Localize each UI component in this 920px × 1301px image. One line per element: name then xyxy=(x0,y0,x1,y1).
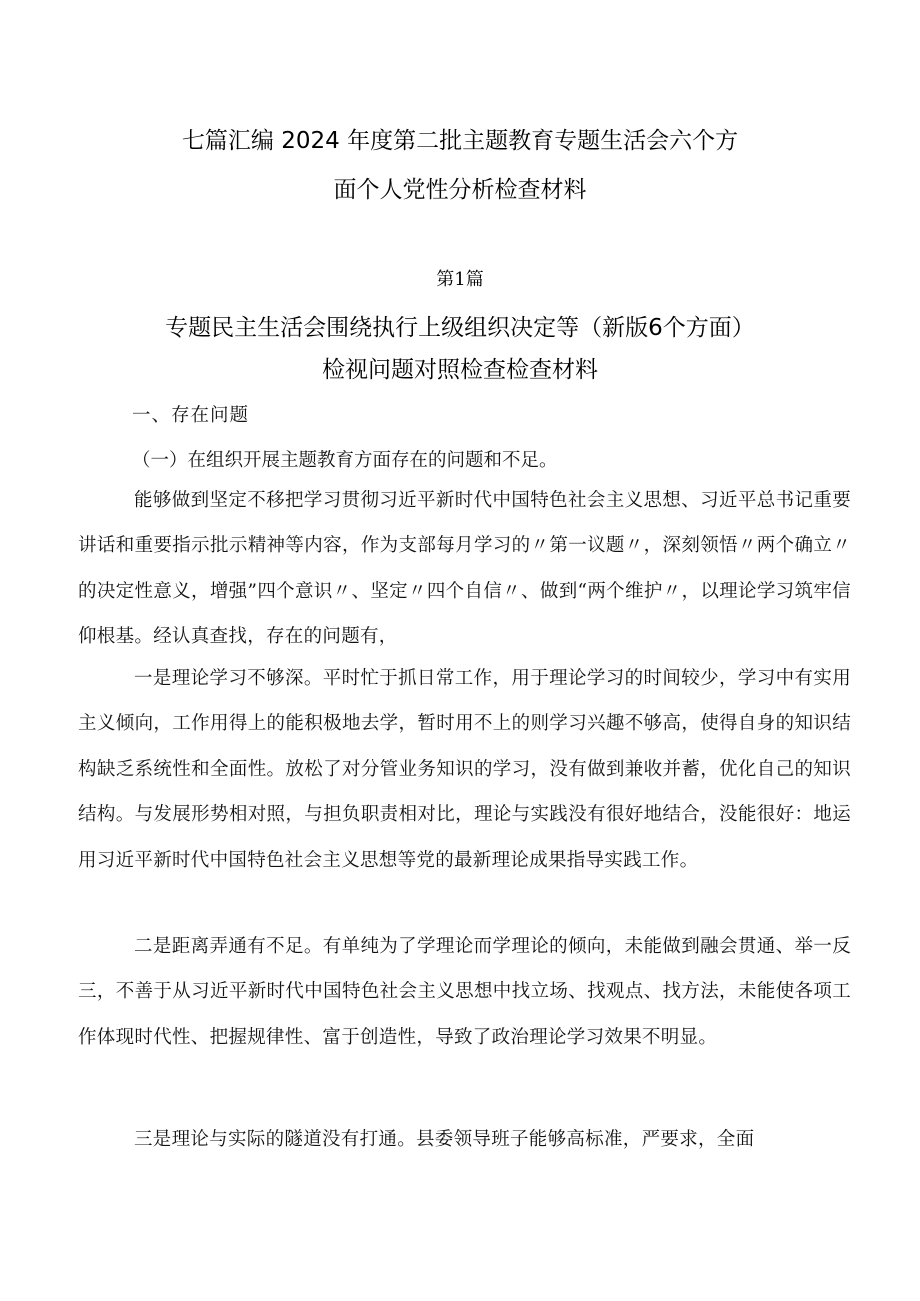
section-heading: 一、存在问题 xyxy=(132,405,250,426)
paragraph-1: 能够做到坚定不移把学习贯彻习近平新时代中国特色社会主义思想、习近平总书记重要讲话和重要指示批示精神等内容，作为支部每月学习的〃第一议题〃，深刻领悟〃两个确立〃的决定性意义，增强”四个意识〃、坚定〃四个自信〃、做到“两个维护〃，以理论学习筑牢信仰根基。经认真查找，存在的问题有， xyxy=(78,490,851,648)
document-title-line-1: 七篇汇编 2024 年度第二批主题教育专题生活会六个方 xyxy=(181,128,739,154)
subtitle-line-1: 专题民主生活会围绕执行上级组织决定等（新版6个方面） xyxy=(165,315,755,341)
subtitle-line-2: 检视问题对照检查检查材料 xyxy=(322,357,598,383)
paragraph-3: 二是距离弄通有不足。有单纯为了学理论而学理论的倾向，未能做到融会贯通、举一反三，不善于从习近平新时代中国特色社会主义思想中找立场、找观点、找方法，未能使各项工作体现时代性、把握规律性、富于创造性，导致了政治理论学习效果不明显。 xyxy=(78,936,851,1048)
piece-number: 第1篇 xyxy=(436,269,484,290)
paragraph-4: 三是理论与实际的隧道没有打通。县委领导班子能够高标准，严要求，全面 xyxy=(134,1129,755,1150)
subsection-heading: （一）在组织开展主题教育方面存在的问题和不足。 xyxy=(132,450,558,471)
document-title-line-2: 面个人党性分析检查材料 xyxy=(333,177,587,203)
paragraph-2: 一是理论学习不够深。平时忙于抓日常工作，用于理论学习的时间较少，学习中有实用主义倾向，工作用得上的能积极地去学，暂时用不上的则学习兴趣不够高，使得自身的知识结构缺乏系统性和全面性。放松了对分管业务知识的学习，没有做到兼收并蓄，优化自己的知识结构。与发展形势相对照，与担负职责相对比，理论与实践没有很好地结合，没能很好：地运用习近平新时代中国特色社会主义思想等党的最新理论成果指导实践工作。 xyxy=(78,668,851,871)
